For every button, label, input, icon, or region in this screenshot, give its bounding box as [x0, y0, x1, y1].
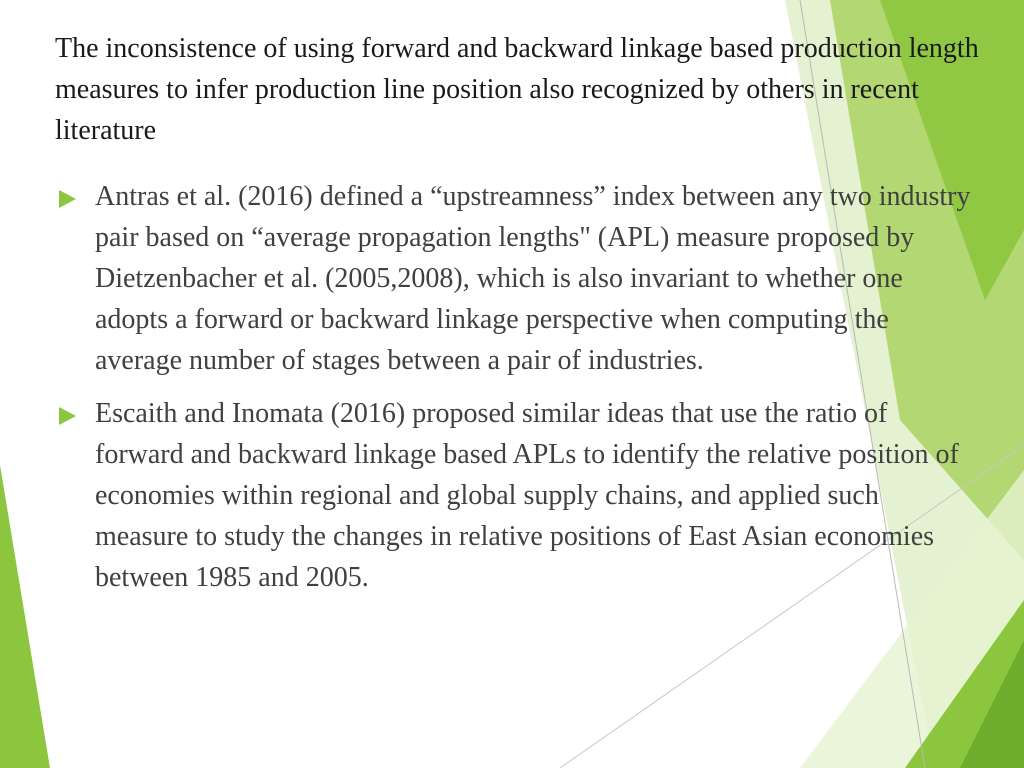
triangle-right-icon — [59, 407, 76, 425]
bullet-list — [0, 176, 1024, 610]
bullet-item — [0, 176, 975, 381]
bullet-item — [0, 393, 975, 598]
bullet-text: Antras et al. (2016) defined a “upstreamness” index between any two industry pair based on “average propagation lengths" (APL) measure proposed by Dietzenbacher et al. (2005,2008), which is also invariant to whether one adopts a forward or backward linkage perspective when computing the average number of stages between a pair of industries. — [95, 181, 971, 376]
bullet-text: Escaith and Inomata (2016) proposed similar ideas that use the ratio of forward and backward linkage based APLs to identify the relative position of economies within regional and global supply chains, and applied such measure to study the changes in relative positions of East Asian economies between 1985 and 2005. — [95, 398, 959, 593]
slide-title: The inconsistence of using forward and backward linkage based production length measures to infer production line position also recognized by others in recent literature — [55, 33, 979, 146]
triangle-right-icon — [59, 190, 76, 208]
